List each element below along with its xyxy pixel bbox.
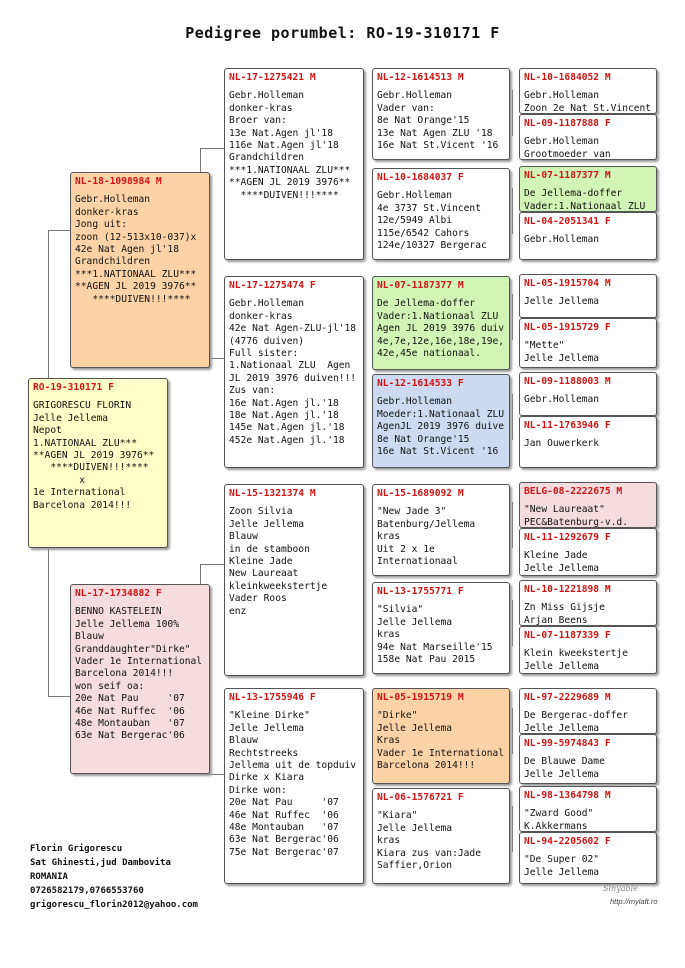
- ring-number: NL-12-1614533 F: [377, 378, 464, 389]
- pigeon-details: Gebr.Holleman Vader van: 8e Nat Orange'15 13e Nat Agen ZLU '18 16e Nat St.Vicent '16: [377, 90, 499, 152]
- ring-number: NL-99-5974843 F: [524, 738, 611, 749]
- pigeon-details: "Zward Good" K.Akkermans: [524, 808, 594, 832]
- pedigree-card-g9[interactable]: [519, 482, 657, 528]
- ring-number: NL-11-1763946 F: [524, 420, 611, 431]
- pedigree-card-g14[interactable]: [519, 734, 657, 784]
- pedigree-card-g12[interactable]: [519, 626, 657, 674]
- connector-line: [512, 90, 513, 136]
- pigeon-details: "Dirke" Jelle Jellema Kras Vader 1e International Barcelona 2014!!!: [377, 710, 505, 772]
- pigeon-details: Kleine Jade Jelle Jellema: [524, 550, 600, 574]
- ring-number: NL-04-2051341 F: [524, 216, 611, 227]
- pigeon-details: BENNO KASTELEIN Jelle Jellema 100% Blauw Granddaughter"Dirke" Vader 1e International Barcelona 2014!!! won seif oa: 20e Nat Pau '07 46e Nat Ruffec '06 48e Montauban '07 63e Nat Bergerac'06: [75, 606, 203, 742]
- ring-number: RO-19-310171 F: [33, 382, 114, 393]
- ring-number: NL-97-2229689 M: [524, 692, 611, 703]
- pigeon-details: Jan Ouwerkerk: [524, 438, 600, 450]
- pigeon-details: Gebr.Holleman 4e 3737 St.Vincent 12e/5949 Albi 115e/6542 Cahors 124e/10327 Bergerac: [377, 190, 487, 252]
- connector-line: [48, 230, 49, 378]
- ring-number: NL-17-1734882 F: [75, 588, 162, 599]
- pigeon-details: Gebr.Holleman: [524, 394, 600, 406]
- ring-number: NL-10-1221898 M: [524, 584, 611, 595]
- ring-number: NL-17-1275421 M: [229, 72, 316, 83]
- connector-line: [512, 394, 513, 440]
- pedigree-card-dam-sire[interactable]: [224, 484, 364, 676]
- pedigree-card-dam[interactable]: [70, 584, 210, 774]
- connector-line: [48, 548, 49, 696]
- connector-line: [200, 148, 224, 149]
- owner-phone: 0726582179,0766553760: [30, 886, 144, 896]
- pigeon-details: Gebr.Holleman Moeder:1.Nationaal ZLU AgenJL 2019 3976 duive 8e Nat Orange'15 16e Nat St.Vicent '16: [377, 396, 505, 458]
- ring-number: NL-05-1915704 M: [524, 278, 611, 289]
- owner-country: ROMANIA: [30, 872, 68, 882]
- ring-number: NL-07-1187339 F: [524, 630, 611, 641]
- ring-number: NL-09-1187888 F: [524, 118, 611, 129]
- ring-number: NL-13-1755771 F: [377, 586, 464, 597]
- pigeon-details: De Bergerac-doffer Jelle Jellema: [524, 710, 628, 734]
- ring-number: NL-07-1187377 M: [524, 170, 611, 181]
- pigeon-details: GRIGORESCU FLORIN Jelle Jellema Nepot 1.NATIONAAL ZLU*** **AGEN JL 2019 3976** ****DUIVEN!!!**** x 1e International Barcelona 2014!!!: [33, 400, 155, 511]
- pedigree-card-g2[interactable]: [519, 114, 657, 160]
- pedigree-card-ddd[interactable]: [372, 788, 510, 884]
- connector-line: [512, 806, 513, 852]
- pigeon-details: De Jellema-doffer Vader:1.Nationaal ZLU: [524, 188, 646, 212]
- pedigree-card-subject[interactable]: [28, 378, 168, 548]
- connector-line: [512, 600, 513, 646]
- ring-number: NL-11-1292679 F: [524, 532, 611, 543]
- ring-number: NL-06-1576721 F: [377, 792, 464, 803]
- pedigree-card-sds[interactable]: [372, 276, 510, 370]
- pedigree-card-g16[interactable]: [519, 832, 657, 884]
- pedigree-card-g3[interactable]: [519, 166, 657, 212]
- ring-number: NL-98-1364798 M: [524, 790, 611, 801]
- pigeon-details: De Jellema-doffer Vader:1.Nationaal ZLU Agen JL 2019 3976 duiv 4e,7e,12e,16e,18e,19e, 42e,45e nationaal.: [377, 298, 505, 360]
- pigeon-details: Klein kweekstertje Jelle Jellema: [524, 648, 628, 672]
- pigeon-details: Gebr.Holleman donker-kras 42e Nat Agen-ZLU-jl'18 (4776 duiven) Full sister: 1.Nationaal ZLU Agen JL 2019 3976 duiven!!! Zus van: 16e Nat.Agen jl.'18 18e Nat.Agen jl.'18 145e Nat.Agen jl.'18 452e Nat.Agen jl.'18: [229, 298, 357, 446]
- pedigree-card-g10[interactable]: [519, 528, 657, 576]
- page-title: Pedigree porumbel: RO-19-310171 F: [185, 24, 500, 42]
- connector-line: [200, 564, 224, 565]
- owner-info: [30, 842, 198, 912]
- ring-number: NL-09-1188003 M: [524, 376, 611, 387]
- pedigree-card-sss[interactable]: [372, 68, 510, 160]
- ring-number: NL-05-1915729 F: [524, 322, 611, 333]
- pigeon-details: "Mette" Jelle Jellema: [524, 340, 600, 364]
- pedigree-card-g6[interactable]: [519, 318, 657, 368]
- connector-line: [512, 294, 513, 340]
- owner-address: Sat Ghinesti,jud Dambovita: [30, 858, 171, 868]
- pedigree-card-g7[interactable]: [519, 372, 657, 416]
- ring-number: NL-18-1098984 M: [75, 176, 162, 187]
- ring-number: NL-12-1614513 M: [377, 72, 464, 83]
- ring-number: BELG-08-2222675 M: [524, 486, 623, 497]
- owner-email[interactable]: grigorescu_florin2012@yahoo.com: [30, 900, 198, 910]
- connector-line: [48, 230, 70, 231]
- pigeon-details: "New Jade 3" Batenburg/Jellema kras Uit 2 x 1e Internationaal: [377, 506, 476, 568]
- pedigree-card-g4[interactable]: [519, 212, 657, 260]
- pigeon-details: "Kiara" Jelle Jellema kras Kiara zus van:Jade Saffier,Orion: [377, 810, 481, 872]
- pedigree-card-sire-sire[interactable]: [224, 68, 364, 260]
- pigeon-details: Gebr.Holleman donker-kras Broer van: 13e Nat.Agen jl'18 116e Nat.Agen jl'18 Grandchildren ***1.NATIONAAL ZLU*** **AGEN JL 2019 3976** ****DUIVEN!!!****: [229, 90, 351, 201]
- pigeon-details: "New Laureaat" PEC&Batenburg-v.d.: [524, 504, 628, 528]
- pedigree-card-g11[interactable]: [519, 580, 657, 626]
- pedigree-card-g1[interactable]: [519, 68, 657, 114]
- pedigree-card-dss[interactable]: [372, 484, 510, 576]
- pedigree-card-dam-dam[interactable]: [224, 688, 364, 884]
- connector-line: [512, 502, 513, 548]
- pedigree-card-ssd[interactable]: [372, 168, 510, 260]
- signature-mark: Sinyabie: [603, 884, 638, 893]
- pedigree-card-sdd[interactable]: [372, 374, 510, 468]
- pigeon-details: Gebr.Holleman: [524, 234, 600, 246]
- connector-line: [512, 708, 513, 754]
- ring-number: NL-15-1321374 M: [229, 488, 316, 499]
- ring-number: NL-13-1755946 F: [229, 692, 316, 703]
- pedigree-card-g15[interactable]: [519, 786, 657, 832]
- pigeon-details: "De Super 02" Jelle Jellema: [524, 854, 600, 878]
- pigeon-details: De Blauwe Dame Jelle Jellema: [524, 756, 605, 780]
- ring-number: NL-10-1684052 M: [524, 72, 611, 83]
- ring-number: NL-17-1275474 F: [229, 280, 316, 291]
- pedigree-card-g8[interactable]: [519, 416, 657, 468]
- pedigree-card-sire-dam[interactable]: [224, 276, 364, 468]
- ring-number: NL-94-2205602 F: [524, 836, 611, 847]
- connector-line: [200, 774, 224, 775]
- pigeon-details: "Kleine Dirke" Jelle Jellema Blauw Rechtstreeks Jellema uit de topduiv Dirke x Kiara Dirke won: 20e Nat Pau '07 46e Nat Ruffec '06 48e Montauban '07 63e Nat Bergerac'06 75e Nat Bergerac'07: [229, 710, 357, 858]
- pigeon-details: Zoon Silvia Jelle Jellema Blauw in de stamboon Kleine Jade New Laureaat kleinkweekstertje Vader Roos enz: [229, 506, 328, 617]
- pigeon-details: Gebr.Holleman Zoon 2e Nat St.Vincent: [524, 90, 652, 114]
- pedigree-card-sire[interactable]: [70, 172, 210, 368]
- footer-url-link[interactable]: http://mylaft.ro: [610, 897, 658, 906]
- pedigree-card-g13[interactable]: [519, 688, 657, 734]
- ring-number: NL-10-1684037 F: [377, 172, 464, 183]
- pedigree-card-dsd[interactable]: [372, 582, 510, 674]
- owner-name: Florin Grigorescu: [30, 844, 123, 854]
- ring-number: NL-07-1187377 M: [377, 280, 464, 291]
- pedigree-card-g5[interactable]: [519, 274, 657, 318]
- pigeon-details: Zn Miss Gijsje Arjan Beens: [524, 602, 605, 626]
- connector-line: [512, 188, 513, 234]
- pigeon-details: "Silvia" Jelle Jellema kras 94e Nat Marseille'15 158e Nat Pau 2015: [377, 604, 493, 666]
- connector-line: [48, 696, 70, 697]
- ring-number: NL-15-1689092 M: [377, 488, 464, 499]
- ring-number: NL-05-1915719 M: [377, 692, 464, 703]
- pigeon-details: Gebr.Holleman donker-kras Jong uit: zoon (12-513x10-037)x 42e Nat Agen jl'18 Grandchildren ***1.NATIONAAL ZLU*** **AGEN JL 2019 3976** ****DUIVEN!!!****: [75, 194, 197, 305]
- pigeon-details: Gebr.Holleman Grootmoeder van: [524, 136, 611, 160]
- pigeon-details: Jelle Jellema: [524, 296, 600, 308]
- pedigree-card-dds[interactable]: [372, 688, 510, 784]
